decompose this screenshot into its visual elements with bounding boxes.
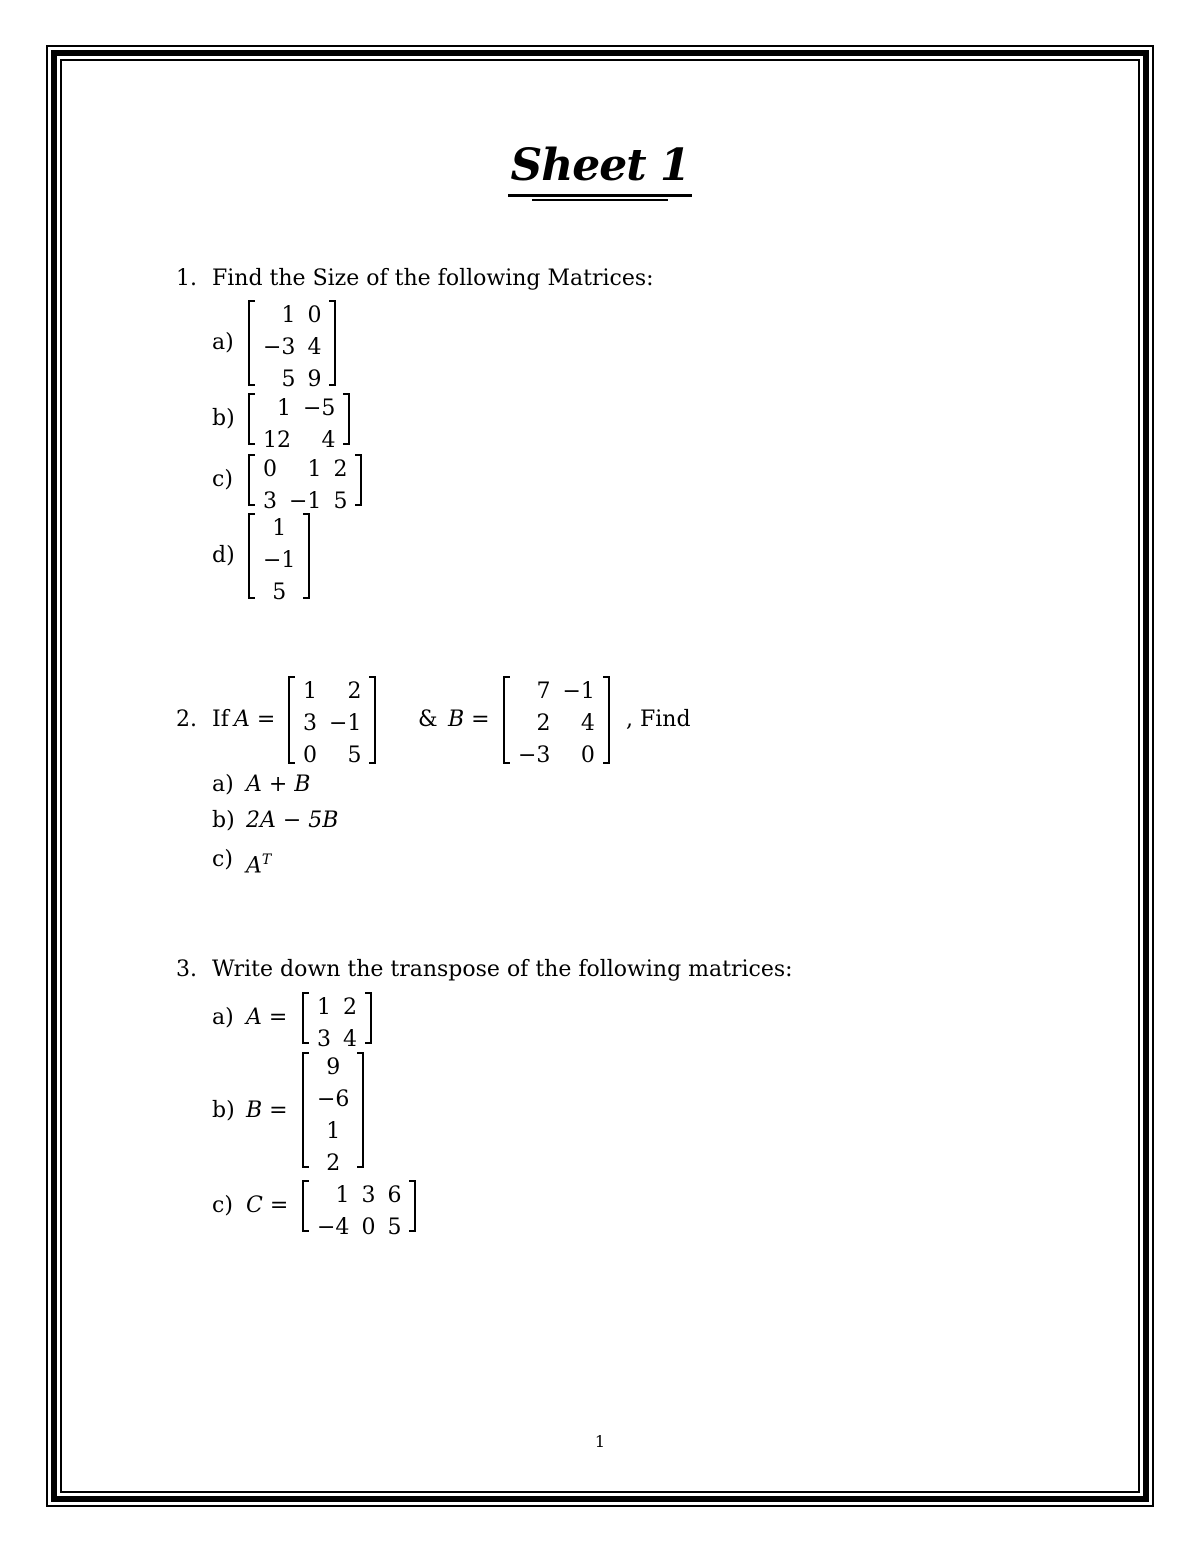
matrix-cell: 7 <box>536 679 551 704</box>
q1c-matrix-cells <box>255 454 355 514</box>
matrix-cell: 5 <box>347 743 362 768</box>
matrix-cell: 0 <box>303 743 317 768</box>
matrix-cell: 1 <box>272 516 287 541</box>
q2-find: , Find <box>626 707 691 732</box>
matrix-cell: 12 <box>263 428 291 453</box>
q3c-matrix <box>302 1180 416 1240</box>
matrix-cell: 0 <box>263 457 277 482</box>
page-title <box>0 140 1200 191</box>
q3b-eq: B = <box>246 1098 288 1123</box>
q1a-matrix-left-bracket <box>248 300 255 386</box>
matrix-cell: −3 <box>263 335 296 360</box>
q2a-label: a) <box>212 772 234 797</box>
q2-matrix-a-left-bracket <box>288 676 295 764</box>
q3-number: 3. <box>176 957 197 982</box>
matrix-cell: 2 <box>347 679 362 704</box>
q2b-expr: 2A − 5B <box>246 808 339 833</box>
q3c-matrix-left-bracket <box>302 1180 309 1232</box>
q1b-matrix <box>248 393 350 453</box>
title-underline <box>532 199 668 201</box>
q3b-label: b) <box>212 1098 235 1123</box>
matrix-cell: −4 <box>317 1215 350 1240</box>
matrix-cell: 1 <box>281 303 296 328</box>
q1a-label: a) <box>212 330 234 355</box>
q1d-matrix <box>248 513 310 605</box>
q1d-label: d) <box>212 543 235 568</box>
matrix-cell: 1 <box>326 1119 341 1144</box>
matrix-cell: −1 <box>562 679 595 704</box>
matrix-cell: 3 <box>303 711 317 736</box>
q1d-matrix-cells <box>255 513 303 605</box>
matrix-cell: 3 <box>361 1183 376 1208</box>
q2-matrix-a <box>288 676 376 768</box>
q2b-label: b) <box>212 808 235 833</box>
q2-matrix-b-cells <box>510 676 603 768</box>
q2-matrix-a-right-bracket <box>369 676 376 764</box>
q2c-label: c) <box>212 847 233 872</box>
q1c-matrix <box>248 454 362 514</box>
matrix-cell: 1 <box>307 457 322 482</box>
q1c-matrix-left-bracket <box>248 454 255 506</box>
q1b-matrix-left-bracket <box>248 393 255 445</box>
matrix-cell: 5 <box>333 489 348 514</box>
matrix-cell: −1 <box>289 489 322 514</box>
matrix-cell: 9 <box>326 1055 341 1080</box>
matrix-cell: 4 <box>343 1027 357 1052</box>
q2a-expr: A + B <box>246 772 311 797</box>
q1d-matrix-left-bracket <box>248 513 255 599</box>
q2-matrix-b-left-bracket <box>503 676 510 764</box>
matrix-cell: 2 <box>326 1151 341 1176</box>
matrix-cell: 9 <box>307 367 322 392</box>
matrix-cell: 6 <box>387 1183 402 1208</box>
q2-a-eq: A = <box>234 707 276 732</box>
matrix-cell: 1 <box>335 1183 350 1208</box>
q3b-matrix <box>302 1052 364 1176</box>
q1a-matrix-right-bracket <box>329 300 336 386</box>
q2c-expr <box>246 847 271 879</box>
q1b-matrix-cells <box>255 393 343 453</box>
q3a-matrix-cells <box>309 992 365 1052</box>
q3c-matrix-cells <box>309 1180 409 1240</box>
q2c-base: A <box>246 853 262 879</box>
matrix-cell: 4 <box>580 711 595 736</box>
q1c-matrix-right-bracket <box>355 454 362 506</box>
q1b-label: b) <box>212 406 235 431</box>
matrix-cell: −1 <box>263 548 296 573</box>
matrix-cell: 4 <box>321 428 336 453</box>
matrix-cell: 2 <box>343 995 357 1020</box>
matrix-cell: 5 <box>387 1215 402 1240</box>
q2-matrix-b <box>503 676 610 768</box>
matrix-cell: 4 <box>307 335 322 360</box>
matrix-cell: 5 <box>272 580 287 605</box>
matrix-cell: 1 <box>317 995 331 1020</box>
matrix-cell: 3 <box>317 1027 331 1052</box>
q3a-matrix-left-bracket <box>302 992 309 1044</box>
q1b-matrix-right-bracket <box>343 393 350 445</box>
matrix-cell: −3 <box>518 743 551 768</box>
q3a-matrix <box>302 992 372 1052</box>
q3c-label: c) <box>212 1193 233 1218</box>
matrix-cell: 1 <box>303 679 317 704</box>
q3a-matrix-right-bracket <box>365 992 372 1044</box>
matrix-cell: 1 <box>277 396 291 421</box>
q1c-label: c) <box>212 467 233 492</box>
page-number: 1 <box>594 1432 606 1451</box>
matrix-cell: 0 <box>361 1215 376 1240</box>
matrix-cell: 0 <box>580 743 595 768</box>
q3b-matrix-left-bracket <box>302 1052 309 1168</box>
q3-prompt: Write down the transpose of the following matrices: <box>212 957 793 982</box>
matrix-cell: 5 <box>281 367 296 392</box>
q3a-eq: A = <box>246 1005 288 1030</box>
q2-b-eq: B = <box>448 707 490 732</box>
title-text: Sheet 1 <box>508 140 691 197</box>
q3a-label: a) <box>212 1005 234 1030</box>
q3b-matrix-right-bracket <box>357 1052 364 1168</box>
q1-prompt: Find the Size of the following Matrices: <box>212 266 654 291</box>
matrix-cell: −5 <box>303 396 336 421</box>
matrix-cell: 2 <box>536 711 551 736</box>
q1-number: 1. <box>176 266 197 291</box>
q2c-superscript: T <box>261 852 272 868</box>
matrix-cell: 2 <box>333 457 348 482</box>
q2-if: If <box>212 707 229 732</box>
q2-matrix-a-cells <box>295 676 369 768</box>
matrix-cell: −6 <box>317 1087 350 1112</box>
q2-ampersand: & <box>418 707 438 732</box>
matrix-cell: −1 <box>329 711 362 736</box>
matrix-cell: 0 <box>307 303 322 328</box>
q1d-matrix-right-bracket <box>303 513 310 599</box>
q3c-matrix-right-bracket <box>409 1180 416 1232</box>
q1a-matrix-cells <box>255 300 329 392</box>
q3b-matrix-cells <box>309 1052 357 1176</box>
q1a-matrix <box>248 300 336 392</box>
q2-number: 2. <box>176 707 197 732</box>
matrix-cell: 3 <box>263 489 277 514</box>
q2-matrix-b-right-bracket <box>603 676 610 764</box>
q3c-eq: C = <box>246 1193 289 1218</box>
